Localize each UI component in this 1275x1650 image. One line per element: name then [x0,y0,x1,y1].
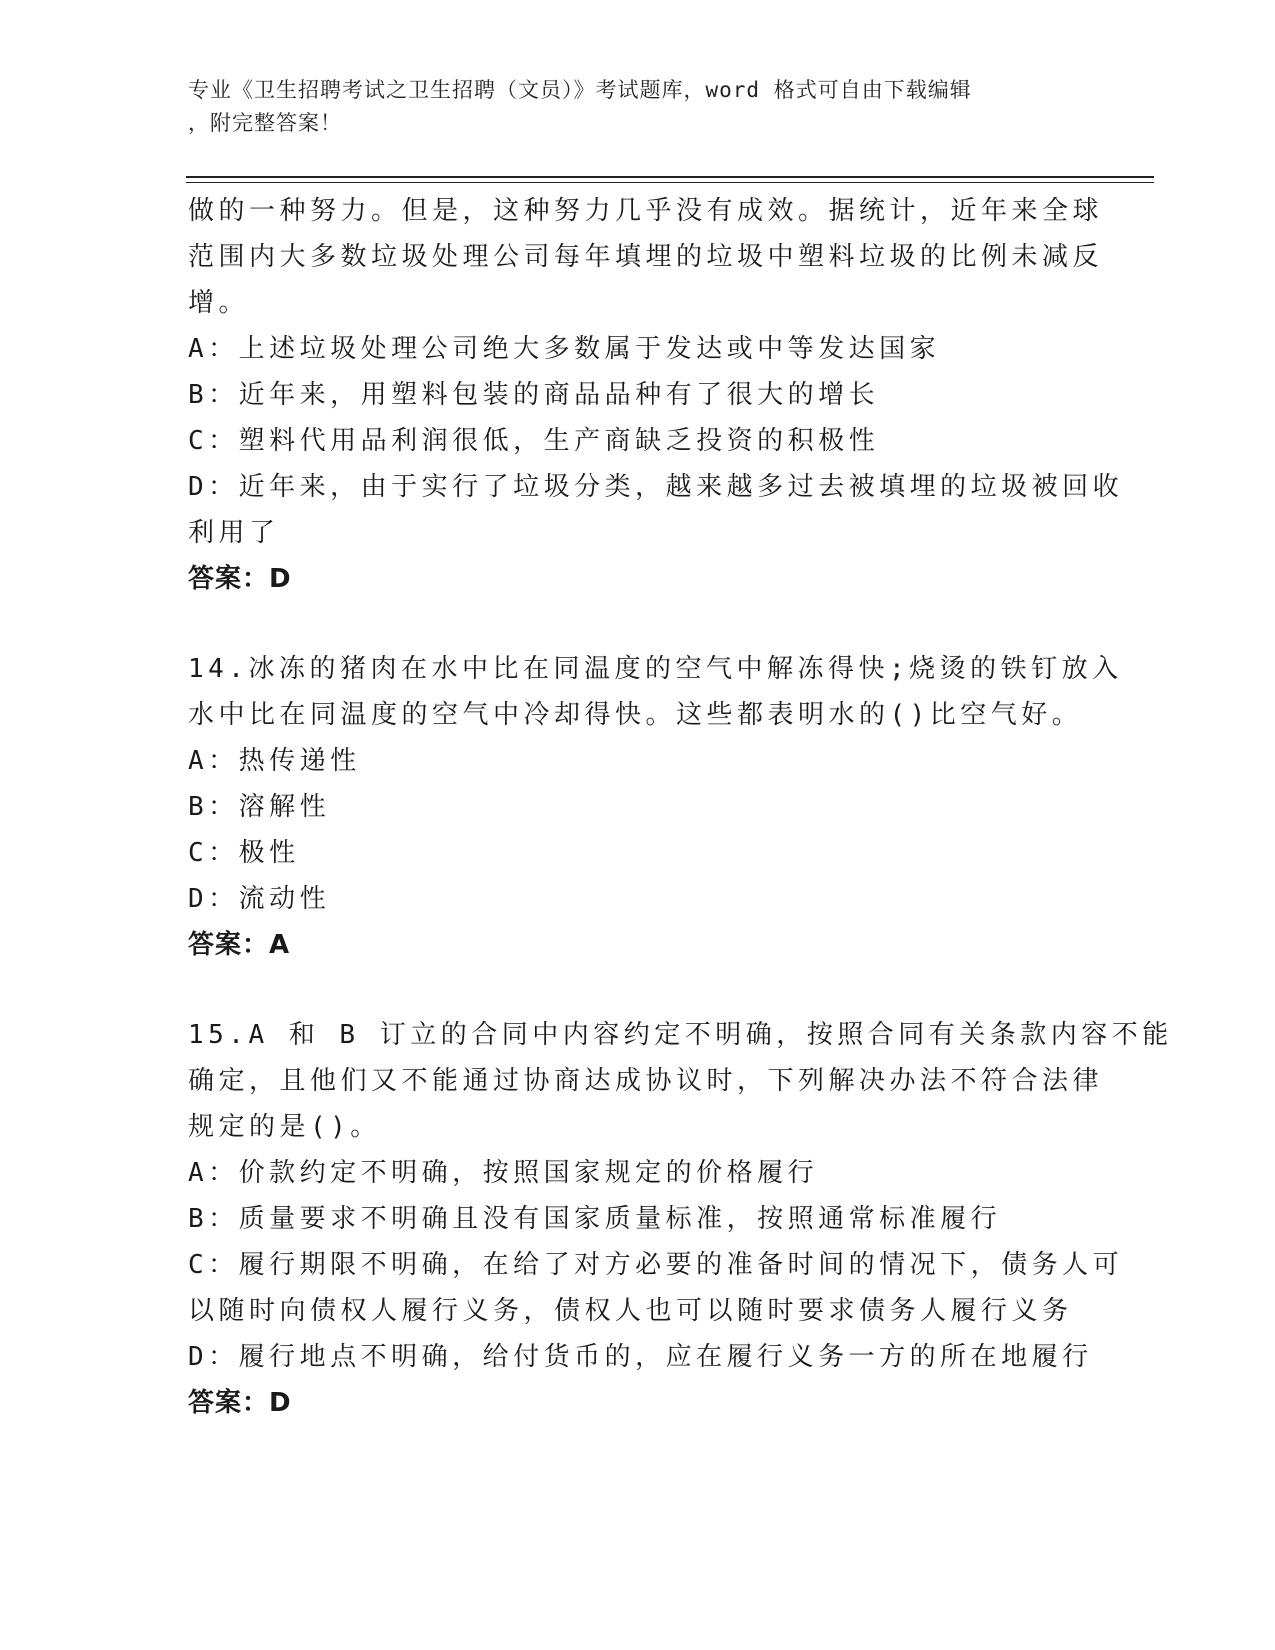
question-text-line: 范围内大多数垃圾处理公司每年填埋的垃圾中塑料垃圾的比例未减反 [188,242,1104,272]
option-d: D：履行地点不明确，给付货币的，应在履行义务一方的所在地履行 [188,1342,1093,1372]
option-a: A：上述垃圾处理公司绝大多数属于发达或中等发达国家 [188,334,941,364]
answer-label: 答案：D [188,564,292,594]
question-13 [188,188,1124,602]
option-b: B：质量要求不明确且没有国家质量标准，按照通常标准履行 [188,1204,1002,1234]
question-text-line: 增。 [188,288,250,318]
page-header [188,74,1068,140]
option-c: C：履行期限不明确，在给了对方必要的准备时间的情况下，债务人可 [188,1250,1124,1280]
answer-label: 答案：D [188,1388,292,1418]
option-a: A：热传递性 [188,746,361,776]
option-c: C：塑料代用品利润很低，生产商缺乏投资的积极性 [188,426,880,456]
option-c: C：极性 [188,838,300,868]
header-divider-thick [186,176,1154,178]
question-14 [188,646,1123,968]
question-text-line: 水中比在同温度的空气中冷却得快。这些都表明水的()比空气好。 [188,700,1083,730]
option-c-continuation: 以随时向债权人履行义务，债权人也可以随时要求债务人履行义务 [188,1296,1073,1326]
question-spacer [188,968,1088,1012]
question-text-line: 规定的是()。 [188,1112,381,1142]
question-text-line: 15.A 和 B 订立的合同中内容约定不明确，按照合同有关条款内容不能 [188,1020,1173,1050]
option-d: D：近年来，由于实行了垃圾分类，越来越多过去被填埋的垃圾被回收 [188,472,1124,502]
option-b: B：溶解性 [188,792,331,822]
question-text-line: 确定，且他们又不能通过协商达成协议时，下列解决办法不符合法律 [188,1066,1104,1096]
option-b: B：近年来，用塑料包装的商品品种有了很大的增长 [188,380,880,410]
option-d-continuation: 利用了 [188,518,280,548]
question-spacer [188,602,1088,646]
option-d: D：流动性 [188,884,331,914]
option-a: A：价款约定不明确，按照国家规定的价格履行 [188,1158,819,1188]
header-divider-thin [186,182,1154,183]
answer-label: 答案：A [188,930,291,960]
question-text-line: 做的一种努力。但是，这种努力几乎没有成效。据统计，近年来全球 [188,196,1104,226]
question-text-line: 14.冰冻的猪肉在水中比在同温度的空气中解冻得快;烧烫的铁钉放入 [188,654,1123,684]
question-content [188,188,1173,1426]
question-15 [188,1012,1173,1426]
header-title-continuation: ，附完整答案！ [188,111,342,135]
header-title-line: 专业《卫生招聘考试之卫生招聘（文员）》考试题库，word 格式可自由下载编辑 [188,78,972,102]
